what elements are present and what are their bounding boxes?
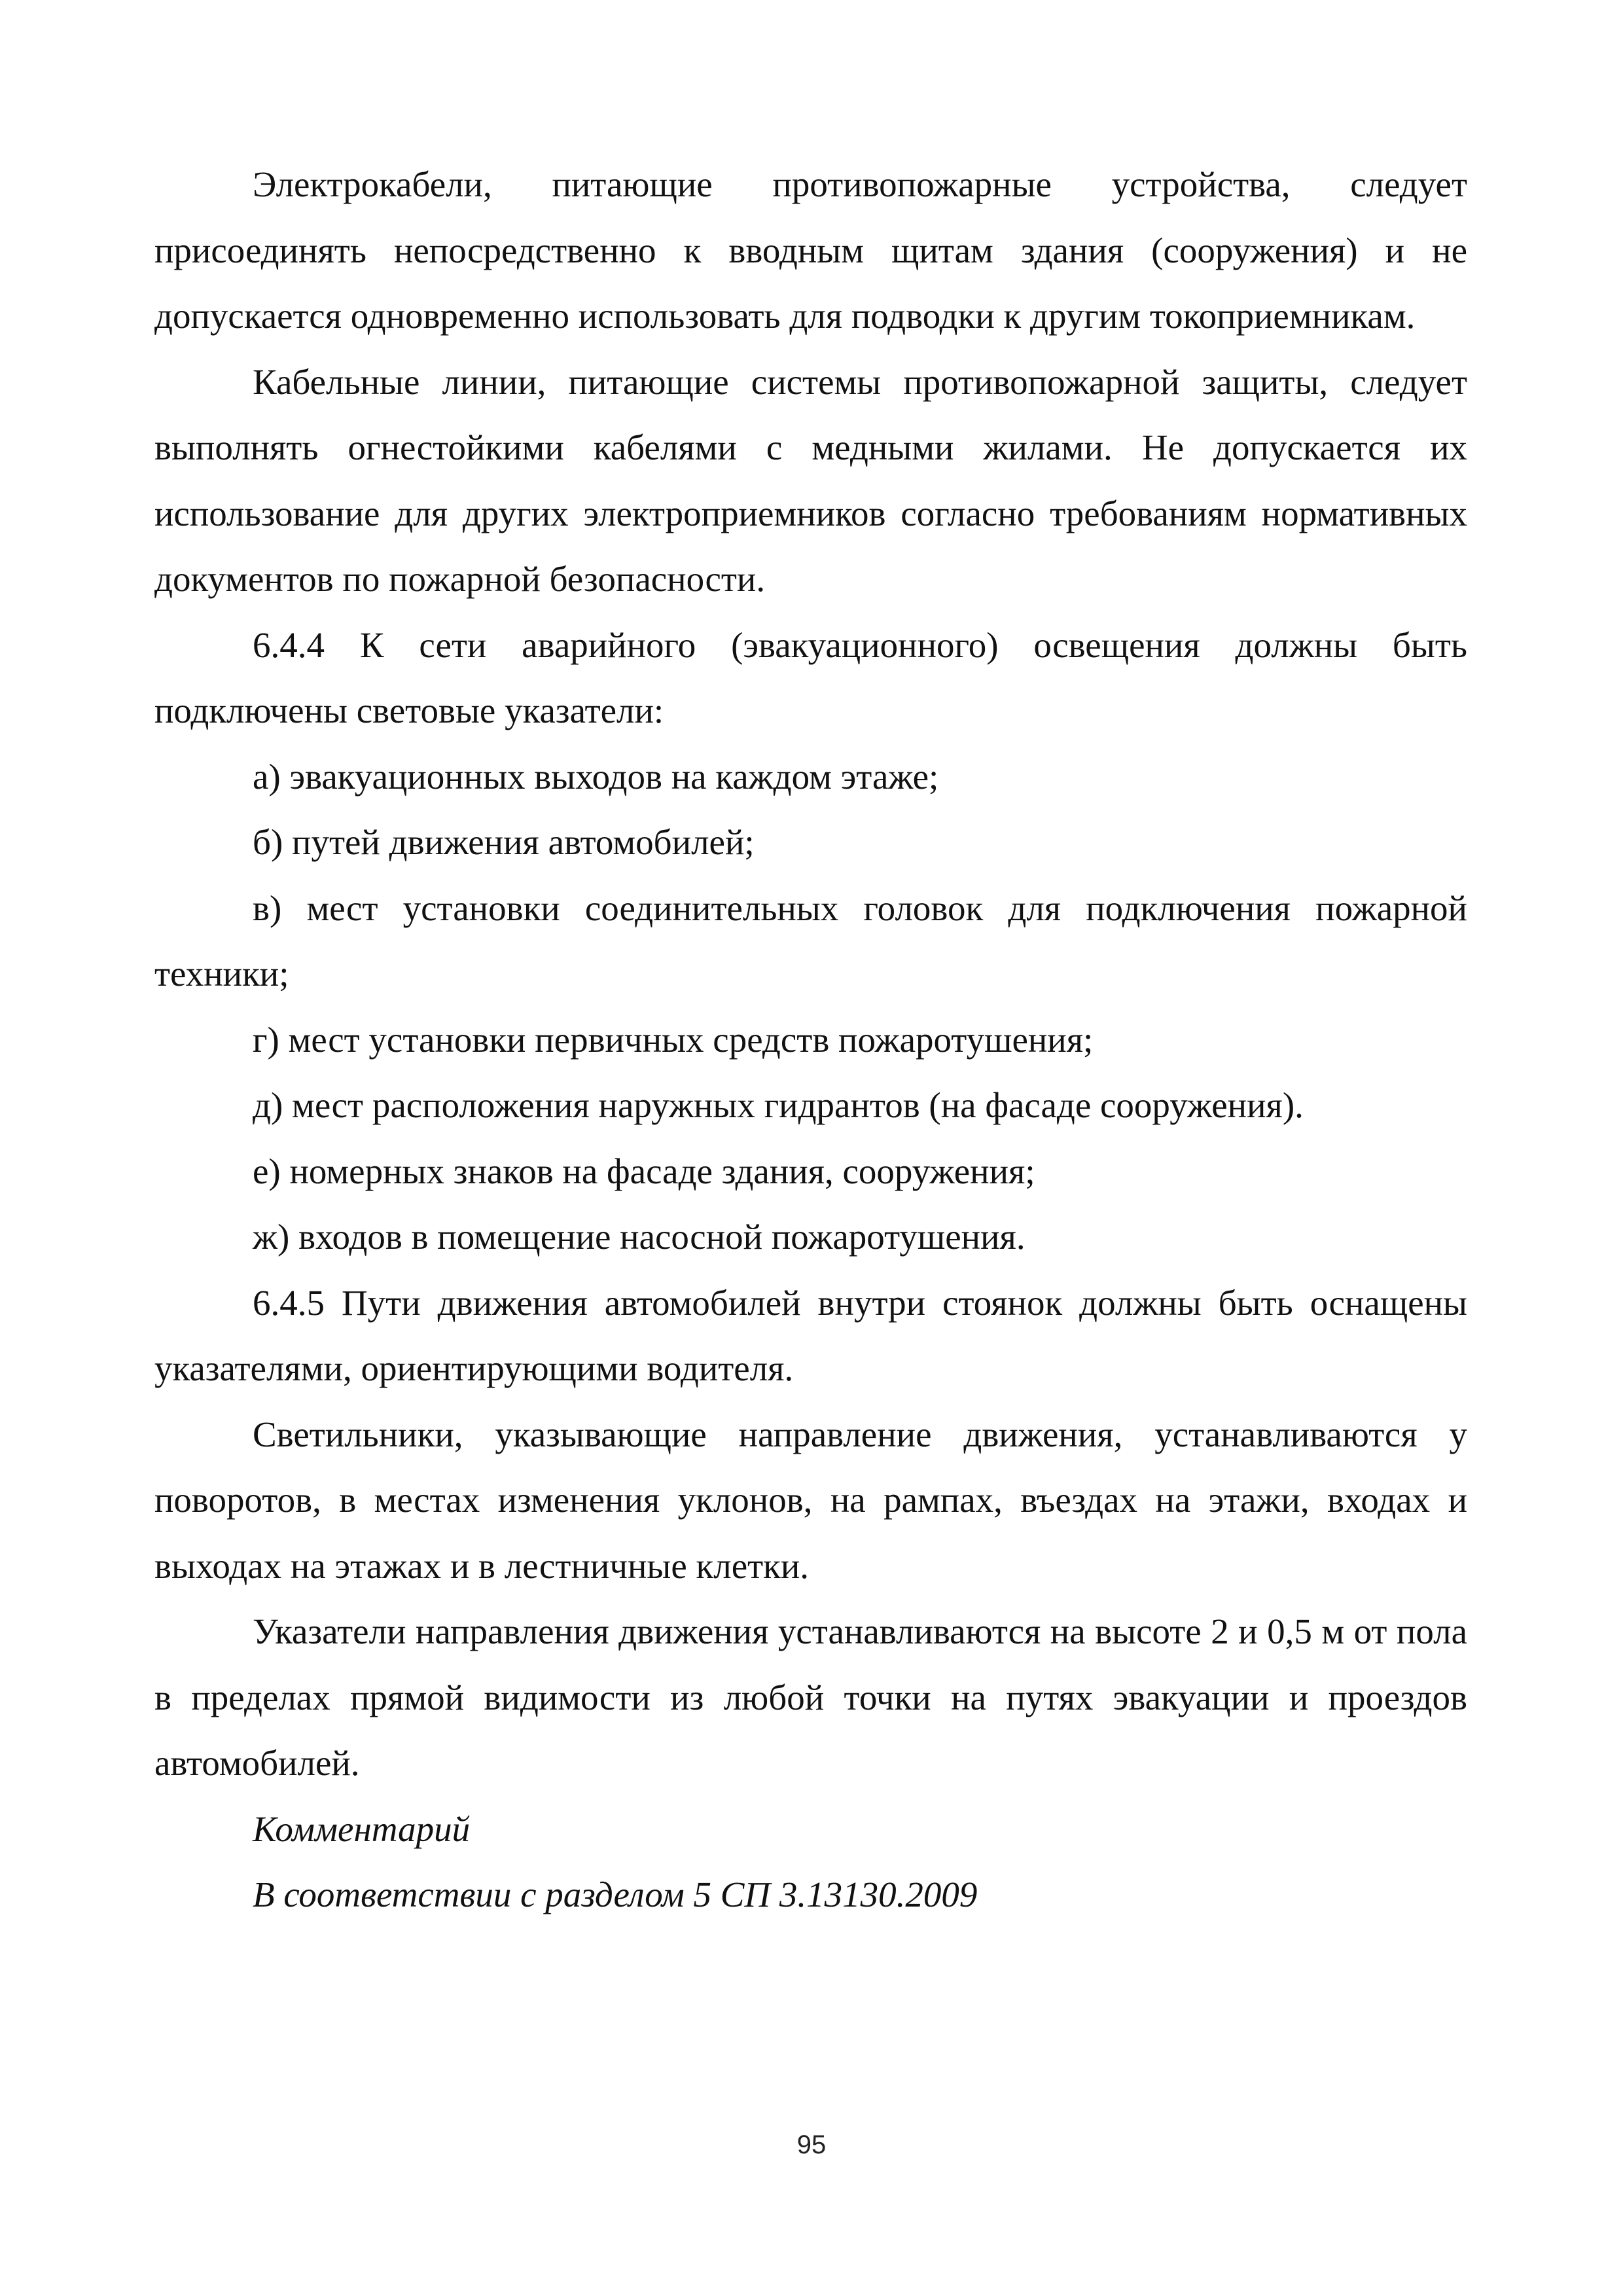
list-item-b: б) путей движения автомобилей; (253, 822, 755, 862)
paragraph-electrocables: Электрокабели, питающие противопожарные устройства, следует присоединять непосредственно к вводным щитам здания (сооружения) и не допускается одновременно использовать для подводки к другим токоприемникам. (154, 164, 1467, 336)
list-item-a: а) эвакуационных выходов на каждом этаже; (253, 756, 939, 797)
page-number: 95 (796, 2130, 827, 2159)
list-item-g: г) мест установки первичных средств пожаротушения; (253, 1019, 1094, 1060)
paragraph-section-6-4-5: 6.4.5 Пути движения автомобилей внутри стоянок должны быть оснащены указателями, ориентирующими водителя. (154, 1282, 1467, 1388)
page-body (154, 152, 1467, 1928)
comment-text: В соответствии с разделом 5 СП 3.13130.2009 (253, 1874, 978, 1914)
paragraph-direction-signs: Указатели направления движения устанавливаются на высоте 2 и 0,5 м от пола в пределах прямой видимости из любой точки на путях эвакуации и проездов автомобилей. (154, 1611, 1467, 1783)
comment-heading: Комментарий (253, 1808, 471, 1849)
paragraph-cable-lines: Кабельные линии, питающие системы противопожарной защиты, следует выполнять огнестойкими кабелями с медными жилами. Не допускается их использование для других электроприемников согласно требованиям нормативных документов по пожарной безопасности. (154, 361, 1467, 599)
paragraph-section-6-4-4: 6.4.4 К сети аварийного (эвакуационного) освещения должны быть подключены световые указатели: (154, 624, 1467, 730)
list-item-e: е) номерных знаков на фасаде здания, сооружения; (253, 1151, 1035, 1191)
list-item-d: д) мест расположения наружных гидрантов (на фасаде сооружения). (253, 1085, 1304, 1125)
list-item-v: в) мест установки соединительных головок для подключения пожарной техники; (154, 888, 1467, 994)
list-item-zh: ж) входов в помещение насосной пожаротушения. (253, 1217, 1026, 1257)
paragraph-luminaires: Светильники, указывающие направление движения, устанавливаются у поворотов, в местах изменения уклонов, на рампах, въездах на этажи, входах и выходах на этажах и в лестничные клетки. (154, 1414, 1467, 1586)
